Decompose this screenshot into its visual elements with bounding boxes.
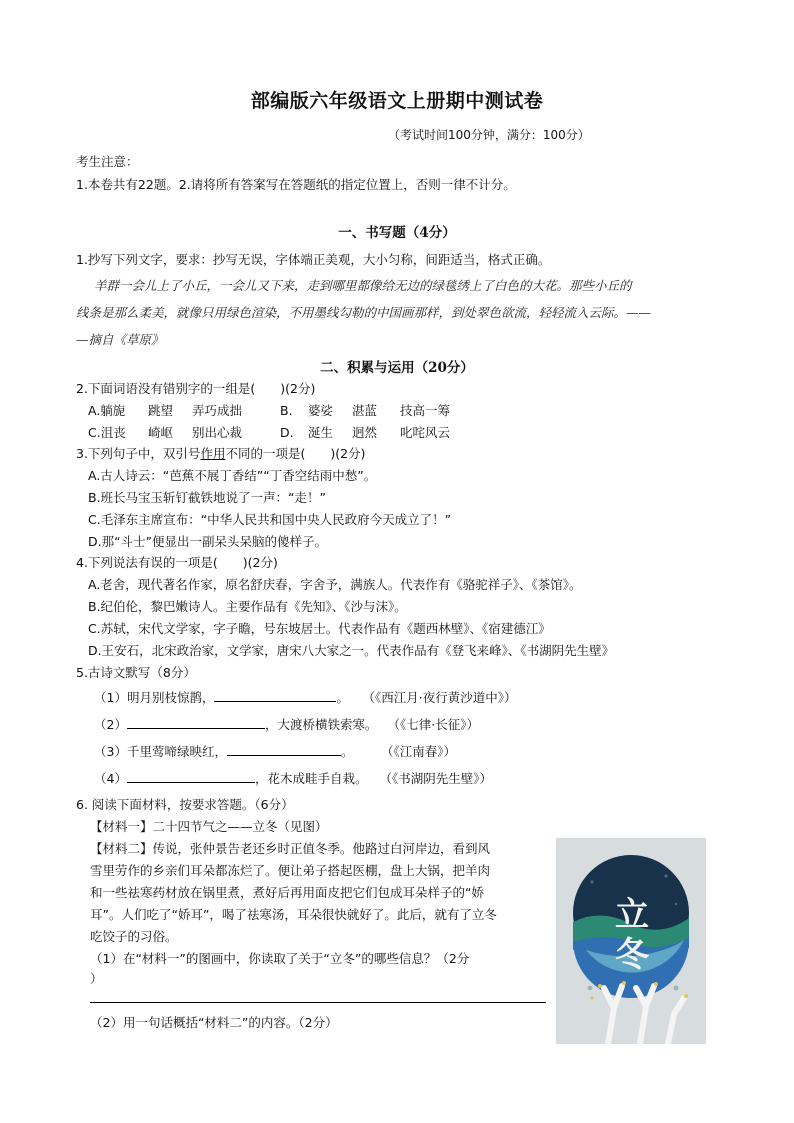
- recite-item-text-after: 。: [340, 744, 354, 759]
- recite-item-text-after: ，花木成畦手自栽。: [254, 771, 368, 786]
- material-2-line-1: 【材料二】传说，张仲景告老还乡时正值冬季。他路过白河岸边，看到风: [90, 841, 491, 856]
- question-4-option-c: C.苏轼，宋代文学家，字子瞻，号东坡居士。代表作品有《题西林壁》、《宿建德江》: [88, 621, 551, 636]
- q3-stem-underlined: 作用: [200, 446, 226, 461]
- option-b-word-1: 婆娑: [308, 403, 334, 418]
- material-1: 【材料一】二十四节气之——立冬（见图）: [90, 819, 328, 834]
- answer-blank[interactable]: [214, 688, 336, 702]
- question-3-option-d: D.那“斗士”便显出一副呆头呆脑的傻样子。: [88, 534, 328, 549]
- question-1: 1.抄写下列文字，要求：抄写无误，字体端正美观，大小匀称，间距适当，格式正确。: [76, 252, 551, 267]
- question-2-options-row-2: [88, 423, 450, 441]
- copy-text-line-3: —摘自《草原》: [76, 332, 164, 347]
- section-2-heading: 二、积累与运用（20分）: [320, 360, 474, 376]
- svg-text:立: 立: [615, 895, 647, 935]
- recite-item-4: [94, 769, 492, 787]
- recite-item-2: [94, 715, 479, 733]
- recite-item-1: [94, 688, 516, 706]
- question-3-option-c: C.毛泽东主席宣布：“中华人民共和国中央人民政府今天成立了！”: [88, 512, 452, 527]
- sub-question-2: （2）用一句话概括“材料二”的内容。（2分）: [90, 1015, 338, 1030]
- lidong-art-icon: [556, 838, 706, 1044]
- recite-item-text-before: 明月别枝惊鹊，: [126, 690, 215, 705]
- copy-text-line-2: 线条是那么柔美，就像只用绿色渲染，不用墨线勾勒的中国画那样，到处翠色欲流，轻轻流入云际。——: [76, 305, 652, 320]
- question-4-option-b: B.纪伯伦，黎巴嫩诗人。主要作品有《先知》、《沙与沫》。: [88, 599, 407, 614]
- recite-item-number: （1）: [94, 690, 127, 705]
- option-a-word-1: A.躺旎: [88, 403, 126, 418]
- question-5-stem: 5.古诗文默写（8分）: [76, 665, 196, 680]
- question-3-stem: [76, 444, 365, 462]
- recite-item-number: （4）: [94, 771, 127, 786]
- sub-question-1-line-1: （1）在“材料一”的图画中，你读取了关于“立冬”的哪些信息？（2分: [90, 951, 470, 966]
- option-c-word-2: 崎岖: [148, 425, 174, 440]
- question-4-option-d: D.王安石，北宋政治家，文学家，唐宋八大家之一。代表作品有《登飞来峰》、《书湖阴先生壁》: [88, 643, 615, 658]
- material-2-line-4: 耳”。人们吃了“娇耳”，喝了祛寒汤，耳朵很快就好了。此后，就有了立冬: [90, 907, 497, 922]
- answer-blank[interactable]: [127, 715, 265, 729]
- question-6-stem: 6. 阅读下面材料，按要求答题。（6分）: [76, 797, 294, 812]
- material-2-line-5: 吃饺子的习俗。: [90, 929, 178, 944]
- svg-text:冬: 冬: [615, 935, 647, 975]
- option-d-label: D.: [280, 425, 294, 440]
- material-2-line-3: 和一些祛寒药材放在锅里煮，煮好后再用面皮把它们包成耳朵样子的“娇: [90, 885, 484, 900]
- recite-item-source: （《七律·长征》）: [387, 717, 479, 732]
- option-c-word-3: 别出心裁: [192, 425, 243, 440]
- question-3-option-b: B.班长马宝玉斩钉截铁地说了一声：“走！”: [88, 490, 327, 505]
- option-d-word-3: 叱咤风云: [400, 425, 451, 440]
- question-3-option-a: A.古人诗云：“芭蕉不展丁香结”“丁香空结雨中愁”。: [88, 468, 377, 483]
- copy-text-line-1: 羊群一会儿上了小丘，一会儿又下来，走到哪里都像给无边的绿毯绣上了白色的大花。那些小丘的: [94, 278, 632, 293]
- option-c-word-1: C.沮丧: [88, 425, 126, 440]
- answer-blank[interactable]: [227, 742, 341, 756]
- recite-item-number: （3）: [94, 744, 127, 759]
- answer-blank[interactable]: [127, 769, 255, 783]
- q3-stem-prefix: 3.下列句子中，双引号: [76, 446, 201, 461]
- option-d-word-1: 涎生: [308, 425, 334, 440]
- notice-text: 1.本卷共有22题。2.请将所有答案写在答题纸的指定位置上，否则一律不计分。: [76, 177, 516, 192]
- option-b-label: B.: [280, 403, 293, 418]
- recite-item-text-after: ，大渡桥横铁索寒。: [264, 717, 378, 732]
- lidong-illustration: [556, 838, 706, 1044]
- exam-info: （考试时间100分钟，满分：100分）: [388, 128, 590, 142]
- sub-question-1-line-2: ）: [90, 971, 103, 986]
- option-a-word-3: 弄巧成拙: [192, 403, 243, 418]
- answer-line[interactable]: [90, 1002, 546, 1003]
- recite-item-source: （《江南春》）: [380, 744, 456, 759]
- option-b-word-3: 技高一筹: [400, 403, 451, 418]
- recite-item-source: （《西江月·夜行黄沙道中》）: [362, 690, 517, 705]
- recite-item-text-after: 。: [336, 690, 349, 705]
- recite-item-text-before: 千里莺啼绿映红，: [126, 744, 227, 759]
- q3-stem-suffix: 不同的一项是( )(2分): [225, 446, 366, 461]
- question-2-options-row-1: [88, 401, 450, 419]
- section-1-heading: 一、书写题（4分）: [338, 225, 456, 241]
- option-d-word-2: 迥然: [352, 425, 378, 440]
- notice-heading: 考生注意：: [76, 154, 139, 169]
- question-4-stem: 4.下列说法有误的一项是( )(2分): [76, 555, 278, 570]
- recite-item-number: （2）: [94, 717, 127, 732]
- question-2-stem: 2.下面词语没有错别字的一组是( )(2分): [76, 381, 316, 396]
- page-title: 部编版六年级语文上册期中测试卷: [250, 90, 544, 112]
- question-4-option-a: A.老舍，现代著名作家，原名舒庆春，字舍予，满族人。代表作有《骆驼祥子》、《茶馆》。: [88, 577, 582, 592]
- option-b-word-2: 湛蓝: [352, 403, 378, 418]
- option-a-word-2: 跳望: [148, 403, 174, 418]
- recite-item-source: （《书湖阴先生壁》）: [379, 771, 492, 786]
- recite-item-3: [94, 742, 456, 760]
- material-2-line-2: 雪里劳作的乡亲们耳朵都冻烂了。便让弟子搭起医棚，盘上大锅，把羊肉: [90, 863, 491, 878]
